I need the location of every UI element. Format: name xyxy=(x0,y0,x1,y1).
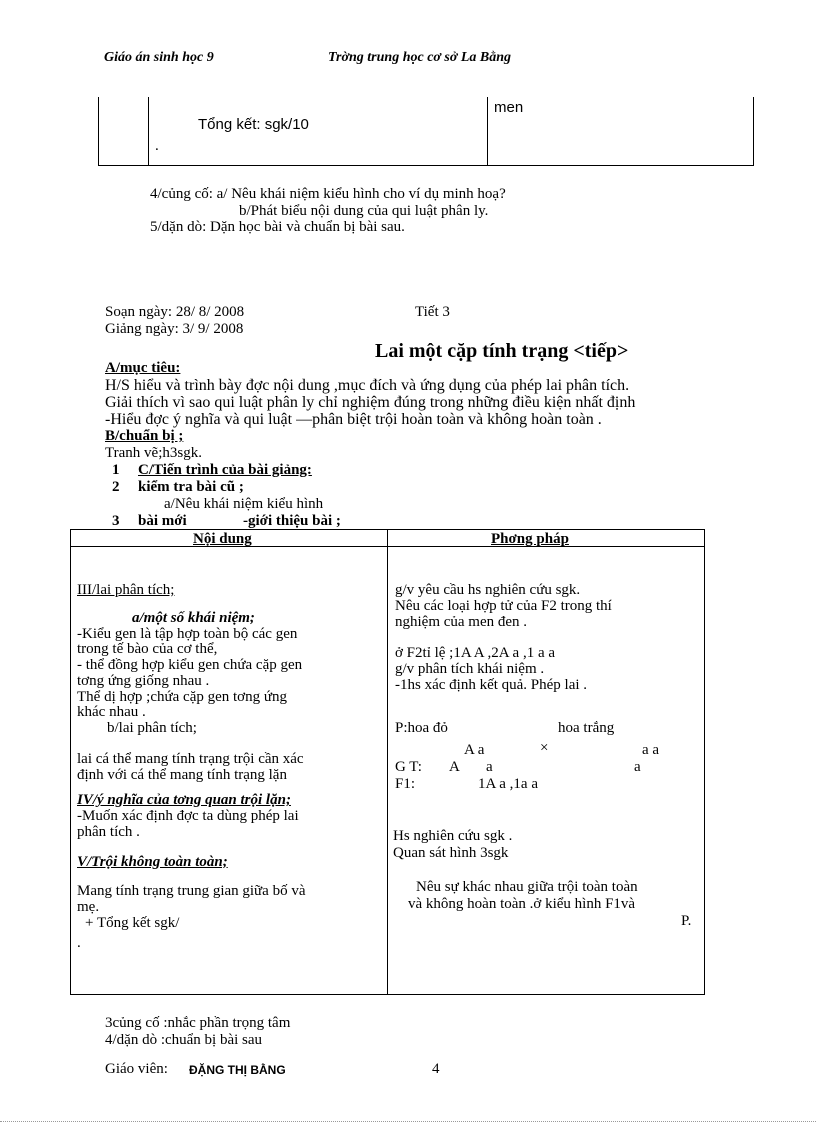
soan-date: Soạn ngày: 28/ 8/ 2008 xyxy=(105,304,245,320)
section-a-heading: A/mục tiêu: xyxy=(105,360,181,376)
review-line-2: b/Phát biểu nội dung của qui luật phân ly. xyxy=(239,203,489,219)
review-line-1: 4/củng cố: a/ Nêu khái niệm kiểu hình cho ví dụ minh hoạ? xyxy=(150,186,506,202)
lesson-title: Lai một cặp tính trạng <tiếp> xyxy=(375,340,629,362)
step-3-number: 3 xyxy=(112,513,120,529)
review-line-3: 5/dặn dò: Dặn học bài và chuẩn bị bài sau. xyxy=(150,219,405,235)
text-dong-hop-2: tơng ứng giống nhau . xyxy=(77,672,210,689)
gt-label: G T: xyxy=(395,759,422,775)
text-muon-xac-dinh-2: phân tích . xyxy=(77,823,140,840)
page-bottom-border xyxy=(0,1121,816,1122)
gt-a-2: a xyxy=(634,759,641,775)
giang-date: Giảng ngày: 3/ 9/ 2008 xyxy=(105,321,244,337)
page-number: 4 xyxy=(432,1061,440,1077)
gt-a-1: a xyxy=(486,759,493,775)
f1-label: F1: xyxy=(395,776,416,792)
text-lai-phan-tich-label: b/lai phân tích; xyxy=(107,720,197,736)
section-a-line-3: -Hiểu đợc ý nghĩa và qui luật —phân biệt trội hoàn toàn và không hoàn toàn . xyxy=(105,411,602,428)
heading-y-nghia: IV/ý nghĩa của tơng quan trội lặn; xyxy=(77,792,291,809)
step-1-number: 1 xyxy=(112,462,120,478)
text-lai-ca-the-2: định với cá thể mang tính trạng lặn xyxy=(77,766,287,783)
col-header-content: Nội dung xyxy=(193,531,252,547)
teacher-label: Giáo viên: xyxy=(105,1061,168,1077)
f1-value: 1A a ,1a a xyxy=(478,776,538,792)
section-a-line-2: Giải thích vì sao qui luật phân ly chỉ nghiệm đúng trong những điều kiện nhất định xyxy=(105,394,636,411)
text-tong-ket: + Tổng kết sgk/ xyxy=(85,914,180,931)
header-left: Giáo án sinh học 9 xyxy=(104,50,214,65)
section-a-line-1: H/S hiểu và trình bày đợc nội dung ,mục đích và ứng dụng của phép lai phân tích. xyxy=(105,377,630,394)
heading-lai-phan-tich: III/lai phân tích; xyxy=(77,582,175,598)
top-table-men: men xyxy=(494,99,524,116)
text-trung-gian-1: Mang tính trạng trung gian giữa bố và xyxy=(77,883,306,900)
step-1: C/Tiến trình của bài giảng: xyxy=(138,462,312,478)
footer-line-1: 3củng cố :nhắc phần trọng tâm xyxy=(105,1015,291,1031)
method-line-7: Hs nghiên cứu sgk . xyxy=(393,828,513,844)
method-line-3: nghiệm của men đen . xyxy=(395,613,528,630)
method-line-10: và không hoàn toàn .ở kiểu hình F1và xyxy=(408,896,636,912)
cross-sign: × xyxy=(540,740,549,756)
section-b-line: Tranh vẽ;h3sgk. xyxy=(105,445,202,461)
text-di-hop-2: khác nhau . xyxy=(77,704,146,721)
teacher-name: ĐẶNG THỊ BẰNG xyxy=(189,1063,286,1077)
top-table-dot: . xyxy=(155,138,159,154)
header-right: Trờng trung học cơ sở La Bằng xyxy=(328,50,512,65)
cross-p-label: P:hoa đỏ xyxy=(395,720,448,736)
step-2a: a/Nêu khái niệm kiểu hình xyxy=(164,496,324,512)
heading-troi-khong-toan: V/Trội không toàn toàn; xyxy=(77,853,228,870)
step-2-number: 2 xyxy=(112,479,120,495)
text-kieu-gen-1: -Kiểu gen là tập hợp toàn bộ các gen xyxy=(77,625,298,642)
method-line-5: g/v phân tích khái niệm . xyxy=(395,661,545,677)
method-line-11: P. xyxy=(681,913,692,929)
footer-line-2: 4/dặn dò :chuẩn bị bài sau xyxy=(105,1032,263,1048)
heading-khai-niem: a/một số khái niệm; xyxy=(132,609,255,626)
step-2: kiểm tra bài cũ ; xyxy=(138,479,244,495)
col-header-method: Phơng pháp xyxy=(491,531,569,547)
text-dot: . xyxy=(77,934,81,951)
method-line-9: Nêu sự khác nhau giữa trội toàn toàn xyxy=(416,879,638,895)
text-dong-hop-1: - thể đồng hợp kiểu gen chứa cặp gen xyxy=(77,657,303,673)
top-table-summary: Tổng kết: sgk/10 xyxy=(198,116,309,133)
cross-aa-2: a a xyxy=(642,742,660,758)
cross-white: hoa trắng xyxy=(558,720,615,736)
text-kieu-gen-2: trong tế bào của cơ thể, xyxy=(77,641,218,658)
step-3b: -giới thiệu bài ; xyxy=(243,513,341,529)
method-line-1: g/v yêu cầu hs nghiên cứu sgk. xyxy=(395,582,581,598)
method-line-2: Nêu các loại hợp tử của F2 trong thí xyxy=(395,597,612,614)
method-line-8: Quan sát hình 3sgk xyxy=(393,845,509,861)
content-column xyxy=(77,583,382,951)
gt-A: A xyxy=(449,759,460,775)
method-line-4: ở F2tỉ lệ ;1A A ,2A a ,1 a a xyxy=(395,645,556,662)
text-trung-gian-2: mẹ. xyxy=(77,899,100,915)
tiet: Tiết 3 xyxy=(415,304,450,320)
step-3: bài mới xyxy=(138,513,187,529)
cross-aa-1: A a xyxy=(464,742,485,758)
text-di-hop-1: Thể dị hợp ;chứa cặp gen tơng ứng xyxy=(77,688,287,705)
method-column xyxy=(395,583,700,694)
text-muon-xac-dinh-1: -Muốn xác định đợc ta dùng phép lai xyxy=(77,808,299,824)
section-b-heading: B/chuẩn bị ; xyxy=(105,428,184,444)
method-line-6: -1hs xác định kết quả. Phép lai . xyxy=(395,676,588,693)
text-lai-ca-the-1: lai cá thể mang tính trạng trội cần xác xyxy=(77,750,304,767)
